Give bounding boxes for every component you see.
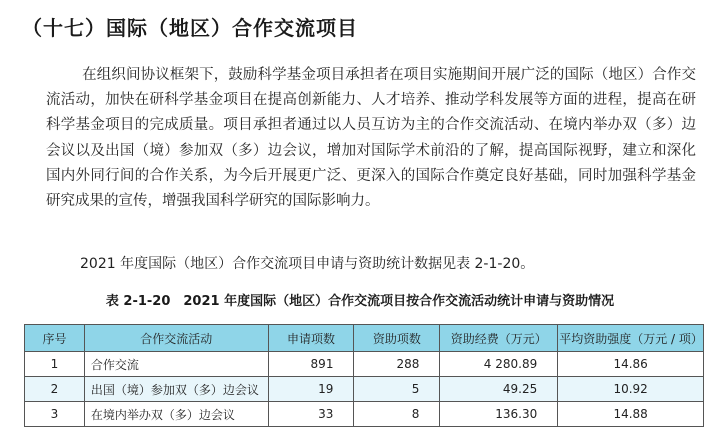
table-row xyxy=(25,352,704,377)
cell-funded: 8 xyxy=(354,402,440,427)
header-cell-average: 平均资助强度（万元 / 项） xyxy=(558,325,704,352)
header-cell-funded: 资助项数 xyxy=(354,325,440,352)
cell-funded: 288 xyxy=(354,352,440,377)
header-cell-index: 序号 xyxy=(25,325,85,352)
cell-index: 2 xyxy=(25,377,85,402)
summary-line: 2021 年度国际（地区）合作交流项目申请与资助统计数据见表 2-1-20。 xyxy=(80,256,535,272)
body-paragraph xyxy=(46,63,696,214)
cell-funded: 5 xyxy=(354,377,440,402)
body-paragraph-text: 在组织间协议框架下，鼓励科学基金项目承担者在项目实施期间开展广泛的国际（地区）合作交流活动，加快在研科学基金项目在提高创新能力、人才培养、推动学科发展等方面的进程，提高在研科学基金项目的完成质量。项目承担者通过以人员互访为主的合作交流活动、在境内举办双（多）边会议以及出国（境）参加双（多）边会议，增加对国际学术前沿的了解，提高国际视野，建立和深化国内外同行间的合作关系，为今后开展更广泛、更深入的国际合作奠定良好基础，同时加强科学基金研究成果的宣传，增强我国科学研究的国际影响力。 xyxy=(46,67,696,210)
cell-applications: 891 xyxy=(268,352,354,377)
cell-funding: 136.30 xyxy=(440,402,558,427)
table-header-row xyxy=(25,325,704,352)
cell-activity: 在境内举办双（多）边会议 xyxy=(84,402,268,427)
section-heading: （十七）国际（地区）合作交流项目 xyxy=(22,16,358,40)
cell-applications: 19 xyxy=(268,377,354,402)
cell-applications: 33 xyxy=(268,402,354,427)
cell-activity: 出国（境）参加双（多）边会议 xyxy=(84,377,268,402)
cell-average: 14.88 xyxy=(558,402,704,427)
table-row xyxy=(25,402,704,427)
header-cell-funding: 资助经费（万元） xyxy=(440,325,558,352)
cell-average: 14.86 xyxy=(558,352,704,377)
table-row xyxy=(25,377,704,402)
cell-activity: 合作交流 xyxy=(84,352,268,377)
header-cell-activity: 合作交流活动 xyxy=(84,325,268,352)
cell-index: 3 xyxy=(25,402,85,427)
cell-funding: 4 280.89 xyxy=(440,352,558,377)
cell-average: 10.92 xyxy=(558,377,704,402)
cell-funding: 49.25 xyxy=(440,377,558,402)
header-cell-applications: 申请项数 xyxy=(268,325,354,352)
statistics-table xyxy=(24,324,704,427)
table-caption: 表 2-1-20 2021 年度国际（地区）合作交流项目按合作交流活动统计申请与资助情况 xyxy=(105,294,615,309)
cell-index: 1 xyxy=(25,352,85,377)
